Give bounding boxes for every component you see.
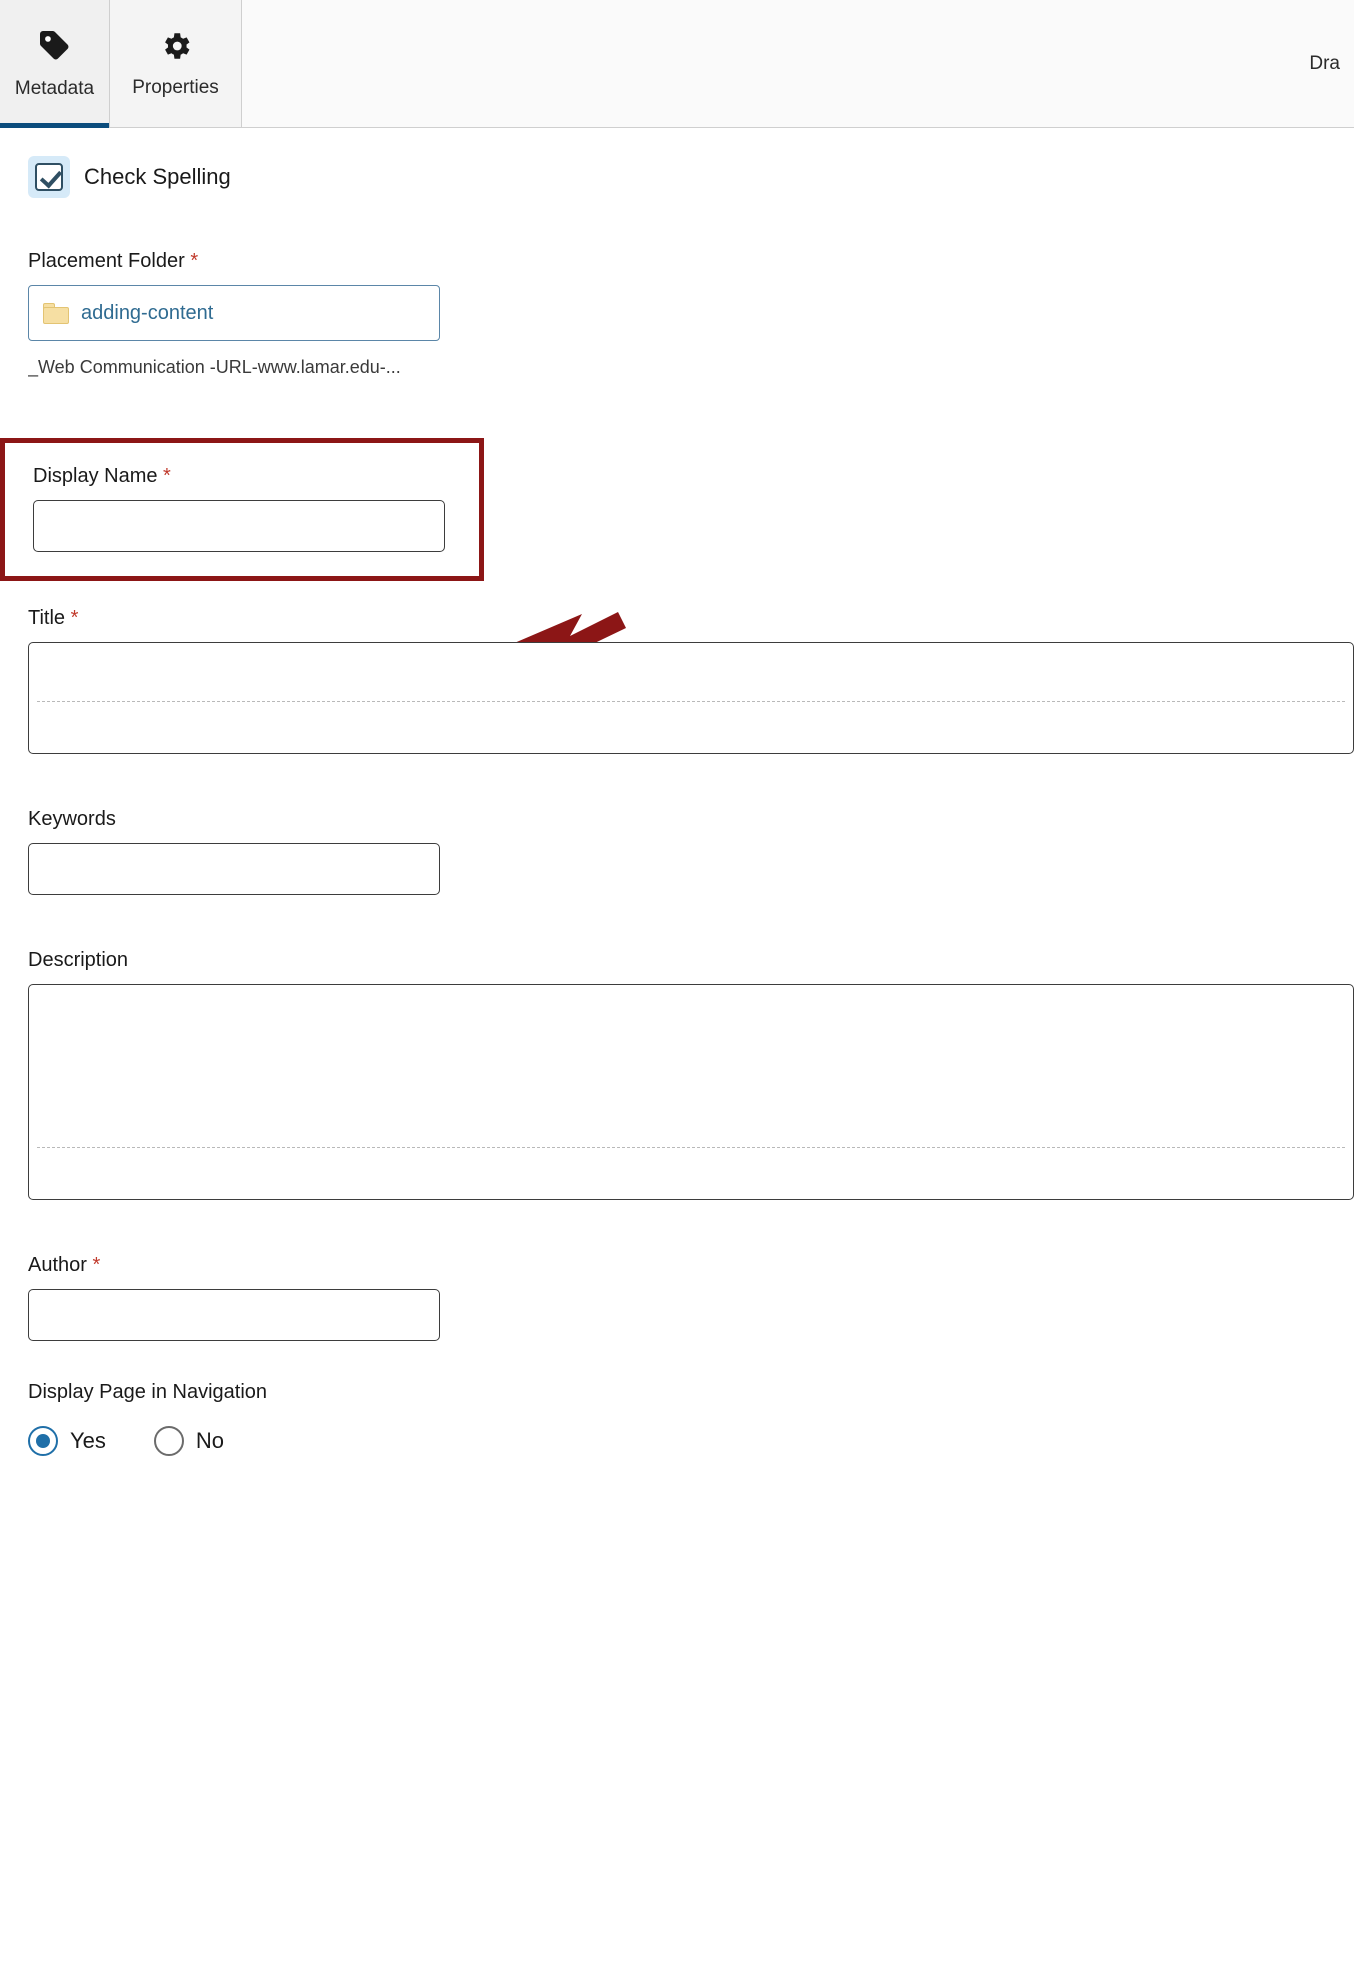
display-page-navigation-radio-group [28,1426,1354,1456]
description-input[interactable] [28,984,1354,1200]
keywords-label: Keywords [28,808,116,830]
folder-icon [43,303,69,324]
check-spelling-label: Check Spelling [84,164,231,189]
tab-properties[interactable] [110,0,242,127]
placement-folder-path-hint: _Web Communication -URL-www.lamar.edu-... [28,357,401,377]
tab-metadata-label: Metadata [14,77,95,99]
keywords-input[interactable] [28,843,440,895]
description-label: Description [28,949,129,971]
placement-folder-value: adding-content [81,301,214,324]
display-name-label-text: Display Name [33,465,158,487]
display-name-required-mark: * [163,465,171,487]
display-page-navigation-label: Display Page in Navigation [28,1381,268,1403]
description-field [0,949,1354,1200]
author-input[interactable] [28,1289,440,1341]
radio-no-label: No [195,1428,225,1453]
placement-folder-label-text: Placement Folder [28,250,185,272]
keywords-field [0,808,1354,895]
metadata-form [0,128,1354,1456]
radio-yes-indicator [28,1426,58,1456]
author-label [28,1254,1354,1277]
display-name-input[interactable] [33,500,445,552]
radio-yes[interactable] [28,1426,106,1456]
title-input[interactable] [28,642,1354,754]
title-required-mark: * [70,607,79,629]
radio-no[interactable] [154,1426,224,1456]
check-spelling-row [0,156,1354,198]
tab-properties-label: Properties [132,76,219,98]
placement-folder-required-mark: * [190,250,199,272]
display-name-highlight [0,438,484,581]
placement-folder-chooser[interactable] [28,285,440,341]
display-name-label [33,465,479,488]
description-input-divider [37,1147,1345,1148]
tab-bar [0,0,1354,128]
check-spelling-checkbox[interactable] [28,156,70,198]
placement-folder-field [0,250,1354,378]
draft-status-text: Dra [1309,52,1340,74]
tab-metadata[interactable] [0,0,110,127]
display-page-navigation-field [0,1381,1354,1456]
author-field [0,1254,1354,1341]
tab-bar-right [242,0,1354,127]
gear-icon [159,29,193,67]
radio-yes-label: Yes [70,1428,106,1453]
checkmark-icon [35,163,63,191]
author-label-text: Author [28,1254,87,1276]
radio-no-indicator [154,1426,184,1456]
tag-icon [37,28,73,68]
author-required-mark: * [92,1254,101,1276]
title-input-divider [37,701,1345,702]
title-label-text: Title [28,607,66,629]
placement-folder-label [28,250,1354,273]
